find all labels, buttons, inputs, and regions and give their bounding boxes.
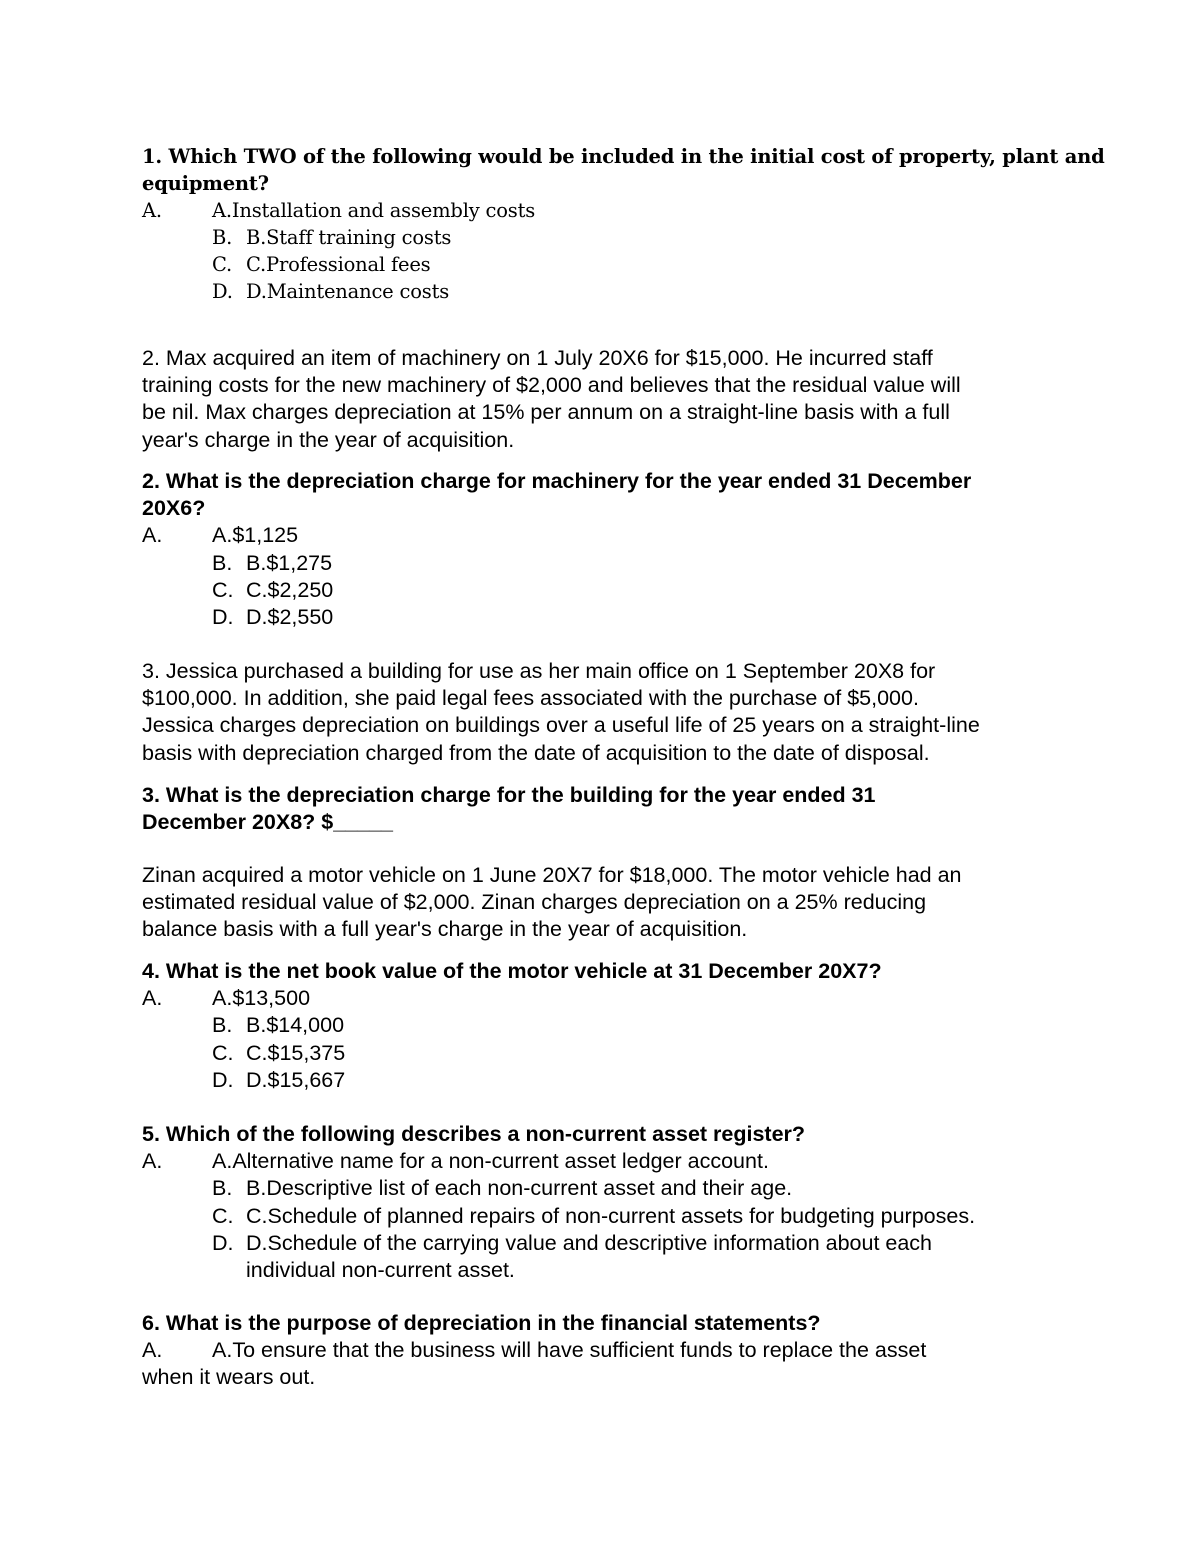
q6-option-a-text: A.To ensure that the business will have sufficient funds to replace the asset (212, 1338, 927, 1363)
q4-option-b-letter: B. (212, 1013, 233, 1038)
q1-option-d[interactable] (142, 278, 1072, 305)
q4-option-a[interactable] (142, 985, 1072, 1012)
q5-option-d-continuation (142, 1257, 1072, 1284)
q1-option-c-letter: C. (212, 253, 233, 276)
q4-scenario-line: estimated residual value of $2,000. Zinan charges depreciation on a 25% reducing (142, 890, 927, 915)
q2-scenario (142, 345, 1072, 454)
q2-option-b-text: B.$1,275 (246, 550, 333, 575)
q4-option-d[interactable] (142, 1067, 1072, 1094)
q6-option-a-letter: A. (142, 1338, 163, 1363)
q1-question-line2: equipment? (142, 172, 269, 195)
q4-option-d-letter: D. (212, 1067, 234, 1092)
q2-scenario-line: training costs for the new machinery of $2,000 and believes that the residual value will (142, 373, 961, 398)
q1-option-b-text: B.Staff training costs (246, 226, 452, 249)
q5-option-c-letter: C. (212, 1203, 234, 1228)
q3-question-line1: 3. What is the depreciation charge for the building for the year ended 31 (142, 783, 876, 807)
q2-option-d[interactable] (142, 604, 1072, 631)
q1-question-line1: 1. Which TWO of the following would be included in the initial cost of property, plant and (142, 145, 1105, 168)
question-6 (142, 1310, 1072, 1392)
q6-option-a[interactable] (142, 1337, 1072, 1364)
q5-option-d[interactable] (142, 1230, 1072, 1257)
q2-option-c[interactable] (142, 577, 1072, 604)
q4-scenario-line: balance basis with a full year's charge in the year of acquisition. (142, 917, 748, 942)
q3-scenario-line: Jessica charges depreciation on buildings over a useful life of 25 years on a straight-line (142, 713, 980, 738)
q1-option-d-letter: D. (212, 280, 233, 303)
q5-option-d-text: D.Schedule of the carrying value and descriptive information about each (246, 1230, 933, 1255)
q1-option-b[interactable] (142, 224, 1072, 251)
q1-option-a-letter: A. (142, 199, 162, 222)
q2-option-b[interactable] (142, 550, 1072, 577)
q5-option-b-text: B.Descriptive list of each non-current asset and their age. (246, 1176, 793, 1201)
q2-option-a-text: A.$1,125 (212, 523, 299, 548)
q5-question: 5. Which of the following describes a non-current asset register? (142, 1122, 806, 1146)
question-1 (142, 143, 1105, 305)
q2-option-c-letter: C. (212, 577, 234, 602)
q4-option-c-letter: C. (212, 1040, 234, 1065)
q5-option-d-letter: D. (212, 1230, 234, 1255)
q3-scenario (142, 658, 1072, 767)
q6-option-a-continuation: when it wears out. (142, 1365, 316, 1390)
q4-option-c[interactable] (142, 1040, 1072, 1067)
q4-option-a-text: A.$13,500 (212, 986, 311, 1011)
q3-scenario-line: 3. Jessica purchased a building for use as her main office on 1 September 20X8 for (142, 659, 936, 683)
q5-option-a-letter: A. (142, 1149, 163, 1174)
q2-option-a-letter: A. (142, 523, 163, 548)
q5-option-b-letter: B. (212, 1176, 233, 1201)
q5-option-b[interactable] (142, 1175, 1072, 1202)
q4-option-d-text: D.$15,667 (246, 1067, 346, 1092)
q2-option-a[interactable] (142, 522, 1072, 549)
q4-option-b[interactable] (142, 1012, 1072, 1039)
q2-question-line2: 20X6? (142, 496, 206, 521)
q3-scenario-line: $100,000. In addition, she paid legal fees associated with the purchase of $5,000. (142, 686, 919, 711)
question-3 (142, 782, 1072, 836)
q4-question: 4. What is the net book value of the motor vehicle at 31 December 20X7? (142, 959, 882, 983)
q5-option-c-text: C.Schedule of planned repairs of non-current assets for budgeting purposes. (246, 1203, 976, 1228)
q2-question-line1: 2. What is the depreciation charge for machinery for the year ended 31 December (142, 469, 972, 493)
q4-option-a-letter: A. (142, 986, 163, 1011)
q1-option-c[interactable] (142, 251, 1072, 278)
q2-scenario-line: 2. Max acquired an item of machinery on 1 July 20X6 for $15,000. He incurred staff (142, 346, 933, 370)
q3-scenario-line: basis with depreciation charged from the date of acquisition to the date of disposal. (142, 740, 930, 765)
q2-option-b-letter: B. (212, 550, 233, 575)
q5-option-a[interactable] (142, 1148, 1072, 1175)
q2-option-d-text: D.$2,550 (246, 604, 334, 629)
q2-option-d-letter: D. (212, 604, 234, 629)
q1-option-d-text: D.Maintenance costs (246, 280, 450, 303)
q5-option-c[interactable] (142, 1203, 1072, 1230)
q1-option-a-text: A.Installation and assembly costs (212, 199, 536, 222)
q2-scenario-line: year's charge in the year of acquisition. (142, 427, 515, 452)
question-2 (142, 468, 1072, 631)
q5-option-a-text: A.Alternative name for a non-current asset ledger account. (212, 1149, 769, 1174)
q4-scenario-line: Zinan acquired a motor vehicle on 1 June 20X7 for $18,000. The motor vehicle had an (142, 863, 962, 887)
q4-option-c-text: C.$15,375 (246, 1040, 346, 1065)
q5-option-d-continuation-text: individual non-current asset. (246, 1257, 515, 1282)
q1-option-a[interactable] (142, 197, 1072, 224)
q3-question-line2: December 20X8? $_____ (142, 810, 394, 835)
q4-scenario (142, 862, 1072, 944)
q1-option-c-text: C.Professional fees (246, 253, 431, 276)
q4-option-b-text: B.$14,000 (246, 1013, 345, 1038)
q1-option-b-letter: B. (212, 226, 233, 249)
q6-question: 6. What is the purpose of depreciation in the financial statements? (142, 1311, 821, 1335)
q2-option-c-text: C.$2,250 (246, 577, 334, 602)
q2-scenario-line: be nil. Max charges depreciation at 15% per annum on a straight-line basis with a full (142, 400, 950, 425)
question-4 (142, 958, 1072, 1094)
question-5 (142, 1121, 1072, 1284)
